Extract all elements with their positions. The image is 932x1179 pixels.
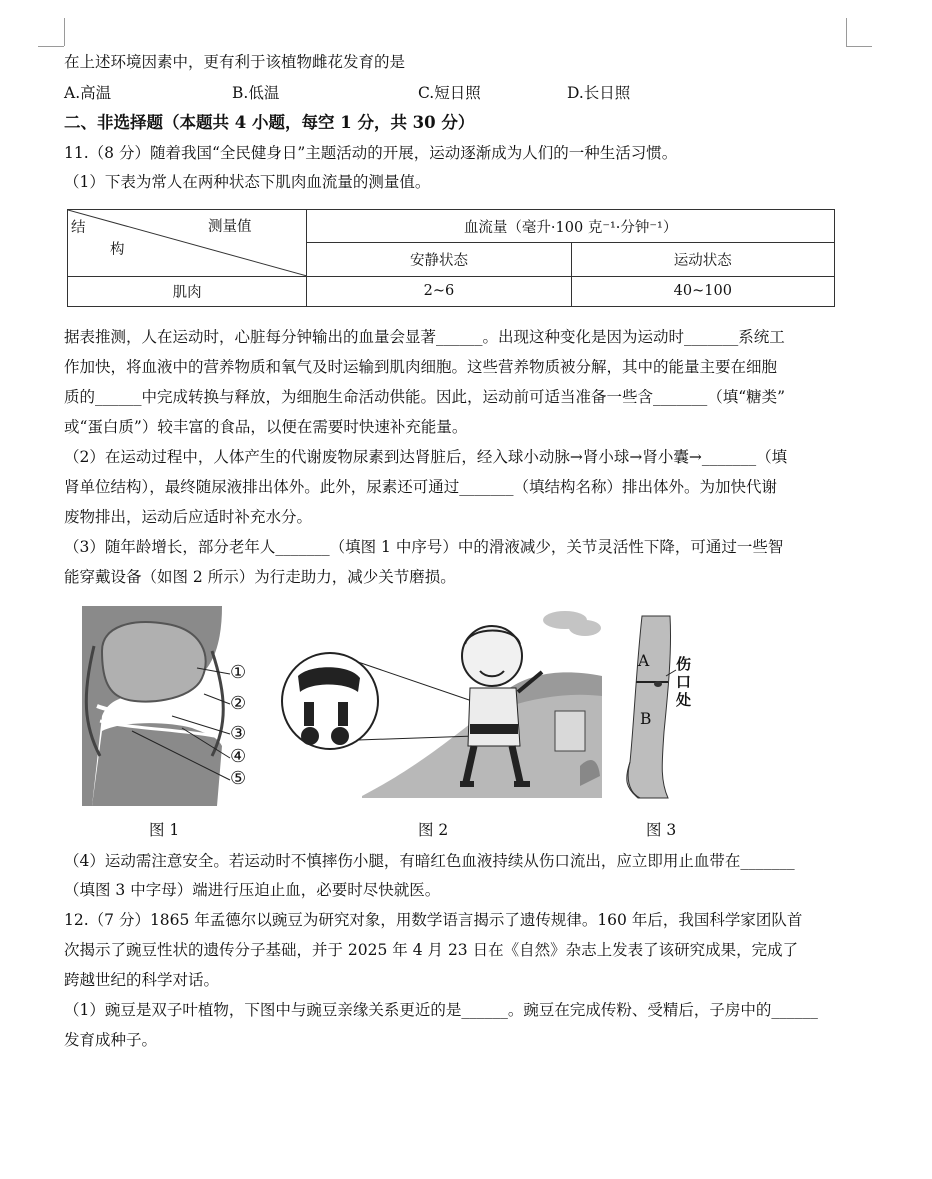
figure-1-knee-joint — [72, 606, 272, 806]
table-row-label: 肌肉 — [68, 276, 307, 306]
option-a: A.高温 — [64, 84, 112, 102]
q12-part1-line-2: 发育成种子。 — [64, 1031, 158, 1049]
q12-stem-line-1: 12.（7 分）1865 年孟德尔以豌豆为研究对象，用数学语言揭示了遗传规律。160 年后，我国科学家团队首 — [64, 911, 803, 929]
para2-line-2: 肾单位结构），最终随尿液排出体外。此外，尿素还可通过_______（填结构名称）排出体外。为加快代谢 — [64, 478, 778, 496]
table-header: 血流量（毫升·100 克⁻¹·分钟⁻¹） — [307, 210, 835, 243]
table-state-exercise: 运动状态 — [571, 243, 834, 276]
fig1-label-4: ④ — [230, 746, 247, 767]
para1-line-2: 作加快，将血液中的营养物质和氧气及时运输到肌肉细胞。这些营养物质被分解，其中的能量主要在细胞 — [64, 358, 778, 376]
para1-line-3: 质的______中完成转换与释放，为细胞生命活动供能。因此，运动前可适当准备一些含_______（填“糖类” — [64, 388, 786, 406]
fig3-wound-char-1: 伤 — [676, 655, 692, 673]
fig3-label-b: B — [640, 710, 652, 728]
para1-line-1: 据表推测，人在运动时，心脏每分钟输出的血量会显著______。出现这种变化是因为运动时_______系统工 — [64, 328, 785, 346]
q12-stem-line-3: 跨越世纪的科学对话。 — [64, 971, 220, 989]
para3-line-2: 能穿戴设备（如图 2 所示）为行走助力，减少关节磨损。 — [64, 568, 456, 586]
fig1-caption: 图 1 — [149, 821, 180, 839]
fig1-label-3: ③ — [230, 723, 247, 744]
para1-line-4: 或“蛋白质”）较丰富的食品，以便在需要时快速补充能量。 — [64, 418, 468, 436]
crop-mark-top-right-h — [846, 46, 872, 47]
fig3-caption: 图 3 — [646, 821, 677, 839]
table-corner-top: 测量值 — [208, 219, 252, 235]
crop-mark-top-left-v — [64, 18, 65, 46]
fig3-label-a: A — [638, 652, 650, 670]
fig2-caption: 图 2 — [418, 821, 449, 839]
blood-flow-table — [67, 209, 835, 307]
option-b: B.低温 — [232, 84, 280, 102]
intro-question: 在上述环境因素中，更有利于该植物雌花发育的是 — [64, 53, 406, 71]
crop-mark-top-right-v — [846, 18, 847, 46]
table-value-rest: 2~6 — [307, 276, 571, 306]
q12-stem-line-2: 次揭示了豌豆性状的遗传分子基础，并于 2025 年 4 月 23 日在《自然》杂志上发表了该研究成果，完成了 — [64, 941, 799, 959]
wearable-device-illustration — [280, 606, 605, 806]
section-heading: 二、非选择题（本题共 4 小题，每空 1 分，共 30 分） — [64, 113, 475, 132]
q11-stem: 11.（8 分）随着我国“全民健身日”主题活动的开展，运动逐渐成为人们的一种生活习惯。 — [64, 144, 678, 162]
fig1-label-1: ① — [230, 662, 247, 683]
figure-3-lower-leg — [618, 612, 700, 802]
figure-2-wearable-device — [280, 606, 605, 806]
para2-line-3: 废物排出，运动后应适时补充水分。 — [64, 508, 313, 526]
fig1-label-2: ② — [230, 693, 247, 714]
table-corner-cell — [68, 210, 307, 277]
table-corner-left-1: 结 — [71, 220, 86, 236]
option-d: D.长日照 — [567, 84, 631, 102]
q11-part1-intro: （1）下表为常人在两种状态下肌肉血流量的测量值。 — [64, 173, 431, 191]
fig1-label-5: ⑤ — [230, 768, 247, 789]
crop-mark-top-left-h — [38, 46, 64, 47]
q12-part1-line-1: （1）豌豆是双子叶植物，下图中与豌豆亲缘关系更近的是______。豌豆在完成传粉、受精后，子房中的______ — [64, 1001, 818, 1019]
para2-line-1: （2）在运动过程中，人体产生的代谢废物尿素到达肾脏后，经入球小动脉→肾小球→肾小囊→_______（填 — [64, 448, 788, 466]
option-c: C.短日照 — [418, 84, 481, 102]
table-diagonal-line — [68, 210, 307, 276]
table-state-rest: 安静状态 — [307, 243, 571, 276]
fig3-wound-char-3: 处 — [676, 691, 692, 709]
table-value-exercise: 40~100 — [571, 276, 834, 306]
para3-line-1: （3）随年龄增长，部分老年人_______（填图 1 中序号）中的滑液减少，关节灵活性下降，可通过一些智 — [64, 538, 784, 556]
table-corner-left-2: 构 — [110, 242, 125, 258]
fig3-wound-char-2: 口 — [676, 673, 692, 691]
para4-line-1: （4）运动需注意安全。若运动时不慎摔伤小腿，有暗红色血液持续从伤口流出，应立即用止血带在_______ — [64, 852, 795, 870]
para4-line-2: （填图 3 中字母）端进行压迫止血，必要时尽快就医。 — [64, 881, 441, 899]
